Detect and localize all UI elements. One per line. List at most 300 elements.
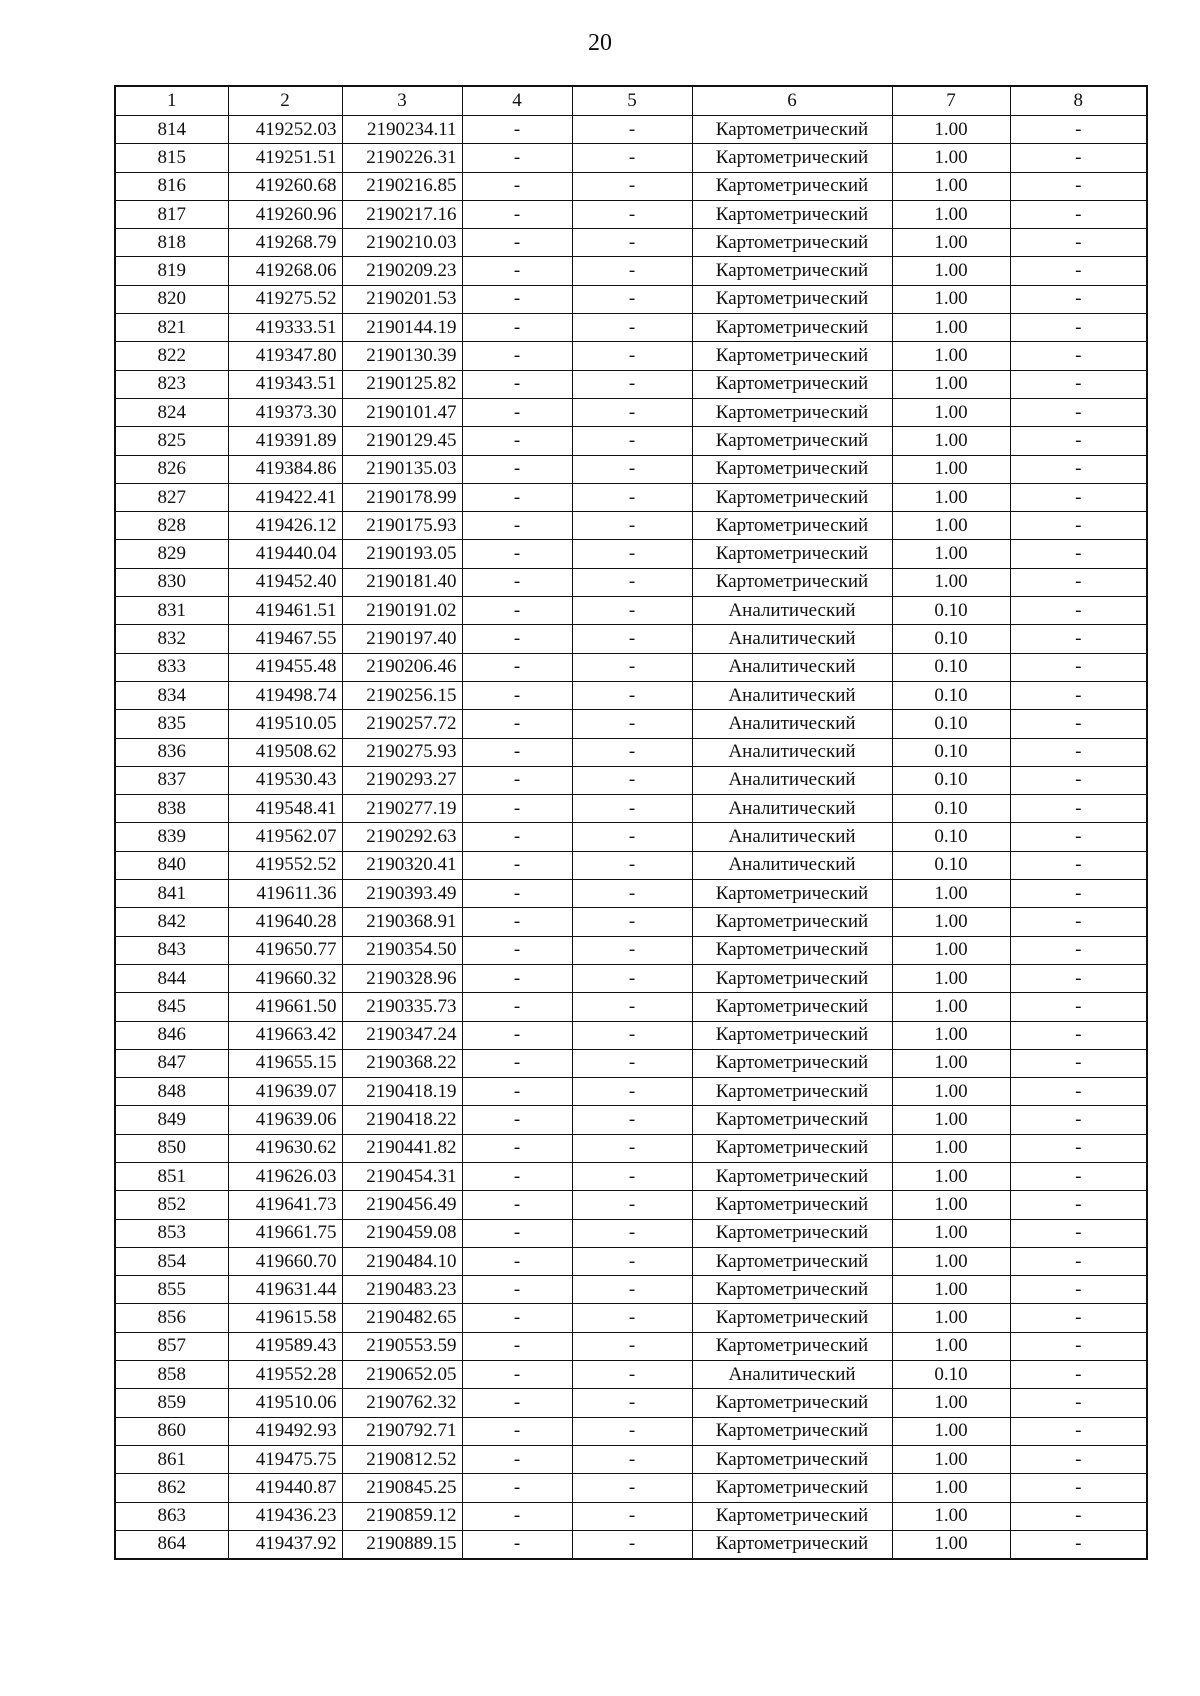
method-cell: Картометрический xyxy=(692,200,892,228)
coord-y-cell: 2190320.41 xyxy=(342,851,462,879)
accuracy-cell: 1.00 xyxy=(892,200,1010,228)
table-row xyxy=(115,398,1147,426)
point-number-cell: 855 xyxy=(115,1276,228,1304)
coord-y-cell: 2190226.31 xyxy=(342,144,462,172)
col-5-cell: - xyxy=(572,1219,692,1247)
point-number-cell: 852 xyxy=(115,1191,228,1219)
method-cell: Картометрический xyxy=(692,936,892,964)
coord-y-cell: 2190181.40 xyxy=(342,568,462,596)
col-8-cell: - xyxy=(1010,229,1147,257)
col-8-cell: - xyxy=(1010,795,1147,823)
table-row xyxy=(115,483,1147,511)
coord-x-cell: 419640.28 xyxy=(228,908,342,936)
table-row xyxy=(115,1049,1147,1077)
col-8-cell: - xyxy=(1010,1049,1147,1077)
point-number-cell: 841 xyxy=(115,880,228,908)
coord-y-cell: 2190859.12 xyxy=(342,1502,462,1530)
coord-y-cell: 2190275.93 xyxy=(342,738,462,766)
header-cell: 6 xyxy=(692,86,892,116)
col-4-cell: - xyxy=(462,1219,572,1247)
col-4-cell: - xyxy=(462,681,572,709)
table-row xyxy=(115,200,1147,228)
col-4-cell: - xyxy=(462,427,572,455)
col-8-cell: - xyxy=(1010,1219,1147,1247)
method-cell: Аналитический xyxy=(692,710,892,738)
col-5-cell: - xyxy=(572,1474,692,1502)
page-number: 20 xyxy=(588,30,612,56)
col-8-cell: - xyxy=(1010,1247,1147,1275)
header-cell: 5 xyxy=(572,86,692,116)
table-row xyxy=(115,880,1147,908)
col-8-cell: - xyxy=(1010,597,1147,625)
accuracy-cell: 1.00 xyxy=(892,116,1010,144)
table-row xyxy=(115,823,1147,851)
col-4-cell: - xyxy=(462,993,572,1021)
coord-y-cell: 2190256.15 xyxy=(342,681,462,709)
col-8-cell: - xyxy=(1010,1021,1147,1049)
header-cell: 4 xyxy=(462,86,572,116)
col-4-cell: - xyxy=(462,568,572,596)
col-8-cell: - xyxy=(1010,1361,1147,1389)
coord-y-cell: 2190216.85 xyxy=(342,172,462,200)
method-cell: Картометрический xyxy=(692,1530,892,1559)
col-5-cell: - xyxy=(572,681,692,709)
col-4-cell: - xyxy=(462,1530,572,1559)
coord-x-cell: 419552.28 xyxy=(228,1361,342,1389)
method-cell: Аналитический xyxy=(692,1361,892,1389)
accuracy-cell: 1.00 xyxy=(892,427,1010,455)
col-8-cell: - xyxy=(1010,738,1147,766)
col-4-cell: - xyxy=(462,1389,572,1417)
coord-y-cell: 2190210.03 xyxy=(342,229,462,257)
table-row xyxy=(115,540,1147,568)
col-5-cell: - xyxy=(572,314,692,342)
coord-x-cell: 419615.58 xyxy=(228,1304,342,1332)
coord-y-cell: 2190178.99 xyxy=(342,483,462,511)
table-row xyxy=(115,795,1147,823)
coord-x-cell: 419498.74 xyxy=(228,681,342,709)
coord-x-cell: 419562.07 xyxy=(228,823,342,851)
col-4-cell: - xyxy=(462,964,572,992)
method-cell: Картометрический xyxy=(692,116,892,144)
coord-x-cell: 419252.03 xyxy=(228,116,342,144)
point-number-cell: 822 xyxy=(115,342,228,370)
col-8-cell: - xyxy=(1010,1078,1147,1106)
point-number-cell: 816 xyxy=(115,172,228,200)
col-8-cell: - xyxy=(1010,1530,1147,1559)
col-8-cell: - xyxy=(1010,1332,1147,1360)
coord-y-cell: 2190393.49 xyxy=(342,880,462,908)
col-5-cell: - xyxy=(572,1389,692,1417)
method-cell: Аналитический xyxy=(692,738,892,766)
table-row xyxy=(115,1445,1147,1473)
col-5-cell: - xyxy=(572,1276,692,1304)
table-row xyxy=(115,229,1147,257)
method-cell: Картометрический xyxy=(692,1304,892,1332)
point-number-cell: 835 xyxy=(115,710,228,738)
col-8-cell: - xyxy=(1010,936,1147,964)
col-5-cell: - xyxy=(572,1162,692,1190)
col-8-cell: - xyxy=(1010,908,1147,936)
point-number-cell: 861 xyxy=(115,1445,228,1473)
col-8-cell: - xyxy=(1010,710,1147,738)
coord-x-cell: 419492.93 xyxy=(228,1417,342,1445)
col-8-cell: - xyxy=(1010,370,1147,398)
col-5-cell: - xyxy=(572,1134,692,1162)
table-row xyxy=(115,1417,1147,1445)
method-cell: Картометрический xyxy=(692,1162,892,1190)
method-cell: Аналитический xyxy=(692,795,892,823)
coord-y-cell: 2190484.10 xyxy=(342,1247,462,1275)
coord-y-cell: 2190368.91 xyxy=(342,908,462,936)
method-cell: Картометрический xyxy=(692,1134,892,1162)
point-number-cell: 853 xyxy=(115,1219,228,1247)
col-8-cell: - xyxy=(1010,1276,1147,1304)
point-number-cell: 850 xyxy=(115,1134,228,1162)
coord-x-cell: 419426.12 xyxy=(228,512,342,540)
method-cell: Картометрический xyxy=(692,1219,892,1247)
method-cell: Аналитический xyxy=(692,597,892,625)
col-8-cell: - xyxy=(1010,964,1147,992)
coord-x-cell: 419631.44 xyxy=(228,1276,342,1304)
table-row xyxy=(115,427,1147,455)
table-row xyxy=(115,568,1147,596)
point-number-cell: 863 xyxy=(115,1502,228,1530)
col-8-cell: - xyxy=(1010,512,1147,540)
coord-x-cell: 419475.75 xyxy=(228,1445,342,1473)
col-4-cell: - xyxy=(462,1417,572,1445)
col-8-cell: - xyxy=(1010,455,1147,483)
method-cell: Картометрический xyxy=(692,908,892,936)
point-number-cell: 858 xyxy=(115,1361,228,1389)
col-8-cell: - xyxy=(1010,427,1147,455)
col-4-cell: - xyxy=(462,823,572,851)
accuracy-cell: 1.00 xyxy=(892,398,1010,426)
col-8-cell: - xyxy=(1010,144,1147,172)
col-5-cell: - xyxy=(572,993,692,1021)
coord-y-cell: 2190845.25 xyxy=(342,1474,462,1502)
point-number-cell: 862 xyxy=(115,1474,228,1502)
coord-y-cell: 2190482.65 xyxy=(342,1304,462,1332)
col-4-cell: - xyxy=(462,1276,572,1304)
coord-y-cell: 2190293.27 xyxy=(342,766,462,794)
table-row xyxy=(115,1361,1147,1389)
col-8-cell: - xyxy=(1010,1474,1147,1502)
col-4-cell: - xyxy=(462,1247,572,1275)
col-8-cell: - xyxy=(1010,483,1147,511)
method-cell: Аналитический xyxy=(692,766,892,794)
point-number-cell: 826 xyxy=(115,455,228,483)
coord-y-cell: 2190277.19 xyxy=(342,795,462,823)
coord-x-cell: 419639.06 xyxy=(228,1106,342,1134)
col-8-cell: - xyxy=(1010,172,1147,200)
accuracy-cell: 1.00 xyxy=(892,1049,1010,1077)
col-4-cell: - xyxy=(462,200,572,228)
accuracy-cell: 0.10 xyxy=(892,795,1010,823)
point-number-cell: 814 xyxy=(115,116,228,144)
col-4-cell: - xyxy=(462,795,572,823)
col-5-cell: - xyxy=(572,1304,692,1332)
method-cell: Картометрический xyxy=(692,427,892,455)
coord-x-cell: 419660.70 xyxy=(228,1247,342,1275)
method-cell: Аналитический xyxy=(692,823,892,851)
table-row xyxy=(115,1530,1147,1559)
table-row xyxy=(115,172,1147,200)
method-cell: Аналитический xyxy=(692,681,892,709)
coord-x-cell: 419510.06 xyxy=(228,1389,342,1417)
accuracy-cell: 1.00 xyxy=(892,1445,1010,1473)
coord-y-cell: 2190368.22 xyxy=(342,1049,462,1077)
accuracy-cell: 1.00 xyxy=(892,370,1010,398)
accuracy-cell: 1.00 xyxy=(892,1219,1010,1247)
table-row xyxy=(115,597,1147,625)
col-4-cell: - xyxy=(462,1162,572,1190)
coord-y-cell: 2190328.96 xyxy=(342,964,462,992)
col-4-cell: - xyxy=(462,1078,572,1106)
method-cell: Картометрический xyxy=(692,314,892,342)
col-4-cell: - xyxy=(462,880,572,908)
point-number-cell: 851 xyxy=(115,1162,228,1190)
col-8-cell: - xyxy=(1010,766,1147,794)
col-4-cell: - xyxy=(462,540,572,568)
col-4-cell: - xyxy=(462,1304,572,1332)
point-number-cell: 827 xyxy=(115,483,228,511)
accuracy-cell: 1.00 xyxy=(892,483,1010,511)
col-5-cell: - xyxy=(572,936,692,964)
table-row xyxy=(115,285,1147,313)
point-number-cell: 820 xyxy=(115,285,228,313)
coord-x-cell: 419639.07 xyxy=(228,1078,342,1106)
table-row xyxy=(115,625,1147,653)
col-5-cell: - xyxy=(572,116,692,144)
accuracy-cell: 1.00 xyxy=(892,1304,1010,1332)
col-5-cell: - xyxy=(572,1361,692,1389)
col-8-cell: - xyxy=(1010,200,1147,228)
col-4-cell: - xyxy=(462,710,572,738)
point-number-cell: 824 xyxy=(115,398,228,426)
coord-x-cell: 419436.23 xyxy=(228,1502,342,1530)
col-5-cell: - xyxy=(572,370,692,398)
method-cell: Картометрический xyxy=(692,144,892,172)
col-8-cell: - xyxy=(1010,823,1147,851)
table-row xyxy=(115,1247,1147,1275)
point-number-cell: 859 xyxy=(115,1389,228,1417)
method-cell: Картометрический xyxy=(692,1106,892,1134)
coord-y-cell: 2190889.15 xyxy=(342,1530,462,1559)
accuracy-cell: 0.10 xyxy=(892,823,1010,851)
table-row xyxy=(115,455,1147,483)
coord-x-cell: 419630.62 xyxy=(228,1134,342,1162)
col-4-cell: - xyxy=(462,1191,572,1219)
table-row xyxy=(115,964,1147,992)
method-cell: Картометрический xyxy=(692,568,892,596)
method-cell: Картометрический xyxy=(692,257,892,285)
col-5-cell: - xyxy=(572,1332,692,1360)
accuracy-cell: 1.00 xyxy=(892,540,1010,568)
coord-x-cell: 419268.06 xyxy=(228,257,342,285)
col-8-cell: - xyxy=(1010,285,1147,313)
point-number-cell: 831 xyxy=(115,597,228,625)
accuracy-cell: 1.00 xyxy=(892,144,1010,172)
table-body xyxy=(115,116,1147,1560)
method-cell: Картометрический xyxy=(692,1191,892,1219)
point-number-cell: 845 xyxy=(115,993,228,1021)
accuracy-cell: 0.10 xyxy=(892,738,1010,766)
method-cell: Картометрический xyxy=(692,1276,892,1304)
col-4-cell: - xyxy=(462,738,572,766)
col-5-cell: - xyxy=(572,540,692,568)
coord-y-cell: 2190175.93 xyxy=(342,512,462,540)
point-number-cell: 837 xyxy=(115,766,228,794)
accuracy-cell: 1.00 xyxy=(892,993,1010,1021)
accuracy-cell: 1.00 xyxy=(892,1530,1010,1559)
table-row xyxy=(115,257,1147,285)
col-8-cell: - xyxy=(1010,568,1147,596)
col-4-cell: - xyxy=(462,314,572,342)
col-8-cell: - xyxy=(1010,1162,1147,1190)
coord-y-cell: 2190347.24 xyxy=(342,1021,462,1049)
col-5-cell: - xyxy=(572,964,692,992)
coord-y-cell: 2190792.71 xyxy=(342,1417,462,1445)
table-row xyxy=(115,738,1147,766)
col-4-cell: - xyxy=(462,370,572,398)
accuracy-cell: 1.00 xyxy=(892,1191,1010,1219)
coord-x-cell: 419655.15 xyxy=(228,1049,342,1077)
coord-x-cell: 419589.43 xyxy=(228,1332,342,1360)
col-4-cell: - xyxy=(462,908,572,936)
coord-y-cell: 2190234.11 xyxy=(342,116,462,144)
col-5-cell: - xyxy=(572,257,692,285)
coord-x-cell: 419530.43 xyxy=(228,766,342,794)
col-8-cell: - xyxy=(1010,880,1147,908)
coord-y-cell: 2190354.50 xyxy=(342,936,462,964)
col-4-cell: - xyxy=(462,229,572,257)
point-number-cell: 825 xyxy=(115,427,228,455)
coord-y-cell: 2190197.40 xyxy=(342,625,462,653)
coord-y-cell: 2190206.46 xyxy=(342,653,462,681)
point-number-cell: 844 xyxy=(115,964,228,992)
col-5-cell: - xyxy=(572,285,692,313)
method-cell: Картометрический xyxy=(692,540,892,568)
col-5-cell: - xyxy=(572,483,692,511)
coord-x-cell: 419391.89 xyxy=(228,427,342,455)
col-5-cell: - xyxy=(572,625,692,653)
col-4-cell: - xyxy=(462,455,572,483)
header-cell: 2 xyxy=(228,86,342,116)
coord-y-cell: 2190191.02 xyxy=(342,597,462,625)
table-row xyxy=(115,342,1147,370)
col-5-cell: - xyxy=(572,1106,692,1134)
method-cell: Картометрический xyxy=(692,1389,892,1417)
col-5-cell: - xyxy=(572,229,692,257)
method-cell: Картометрический xyxy=(692,512,892,540)
accuracy-cell: 1.00 xyxy=(892,314,1010,342)
accuracy-cell: 1.00 xyxy=(892,964,1010,992)
col-5-cell: - xyxy=(572,1191,692,1219)
coord-y-cell: 2190456.49 xyxy=(342,1191,462,1219)
method-cell: Картометрический xyxy=(692,455,892,483)
accuracy-cell: 1.00 xyxy=(892,1106,1010,1134)
col-5-cell: - xyxy=(572,1021,692,1049)
point-number-cell: 846 xyxy=(115,1021,228,1049)
col-5-cell: - xyxy=(572,1417,692,1445)
coord-x-cell: 419268.79 xyxy=(228,229,342,257)
method-cell: Картометрический xyxy=(692,964,892,992)
method-cell: Картометрический xyxy=(692,1332,892,1360)
coord-y-cell: 2190129.45 xyxy=(342,427,462,455)
coord-x-cell: 419452.40 xyxy=(228,568,342,596)
col-5-cell: - xyxy=(572,766,692,794)
table-row xyxy=(115,710,1147,738)
table-row xyxy=(115,653,1147,681)
coordinates-table xyxy=(114,85,1148,1560)
coord-x-cell: 419467.55 xyxy=(228,625,342,653)
col-5-cell: - xyxy=(572,512,692,540)
col-4-cell: - xyxy=(462,1502,572,1530)
table-row xyxy=(115,1078,1147,1106)
accuracy-cell: 0.10 xyxy=(892,851,1010,879)
method-cell: Аналитический xyxy=(692,625,892,653)
point-number-cell: 836 xyxy=(115,738,228,766)
accuracy-cell: 1.00 xyxy=(892,1134,1010,1162)
coord-y-cell: 2190812.52 xyxy=(342,1445,462,1473)
coord-x-cell: 419373.30 xyxy=(228,398,342,426)
coord-y-cell: 2190130.39 xyxy=(342,342,462,370)
point-number-cell: 849 xyxy=(115,1106,228,1134)
col-4-cell: - xyxy=(462,512,572,540)
accuracy-cell: 1.00 xyxy=(892,568,1010,596)
coord-x-cell: 419251.51 xyxy=(228,144,342,172)
table-row xyxy=(115,314,1147,342)
table-row xyxy=(115,370,1147,398)
col-5-cell: - xyxy=(572,342,692,370)
col-8-cell: - xyxy=(1010,625,1147,653)
coord-y-cell: 2190193.05 xyxy=(342,540,462,568)
accuracy-cell: 1.00 xyxy=(892,342,1010,370)
method-cell: Картометрический xyxy=(692,483,892,511)
col-8-cell: - xyxy=(1010,257,1147,285)
point-number-cell: 847 xyxy=(115,1049,228,1077)
method-cell: Картометрический xyxy=(692,880,892,908)
table-row xyxy=(115,1332,1147,1360)
col-5-cell: - xyxy=(572,455,692,483)
col-5-cell: - xyxy=(572,653,692,681)
col-8-cell: - xyxy=(1010,1502,1147,1530)
coord-x-cell: 419650.77 xyxy=(228,936,342,964)
accuracy-cell: 1.00 xyxy=(892,172,1010,200)
table-row xyxy=(115,908,1147,936)
col-4-cell: - xyxy=(462,1332,572,1360)
col-4-cell: - xyxy=(462,172,572,200)
coord-x-cell: 419641.73 xyxy=(228,1191,342,1219)
accuracy-cell: 0.10 xyxy=(892,710,1010,738)
coord-x-cell: 419437.92 xyxy=(228,1530,342,1559)
method-cell: Картометрический xyxy=(692,342,892,370)
method-cell: Картометрический xyxy=(692,1049,892,1077)
coord-y-cell: 2190135.03 xyxy=(342,455,462,483)
coord-y-cell: 2190418.22 xyxy=(342,1106,462,1134)
accuracy-cell: 1.00 xyxy=(892,908,1010,936)
accuracy-cell: 1.00 xyxy=(892,1332,1010,1360)
col-5-cell: - xyxy=(572,597,692,625)
col-8-cell: - xyxy=(1010,1417,1147,1445)
table-row xyxy=(115,1106,1147,1134)
coord-x-cell: 419455.48 xyxy=(228,653,342,681)
point-number-cell: 829 xyxy=(115,540,228,568)
coord-x-cell: 419422.41 xyxy=(228,483,342,511)
table-row xyxy=(115,851,1147,879)
accuracy-cell: 1.00 xyxy=(892,1417,1010,1445)
